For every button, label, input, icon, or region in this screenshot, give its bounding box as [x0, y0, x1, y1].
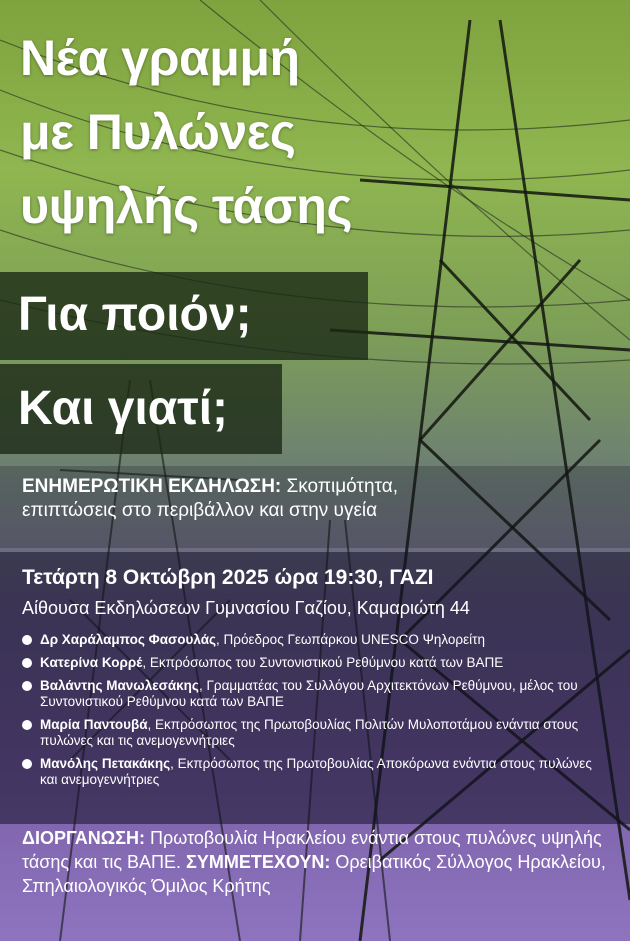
question-1: Για ποιόν;	[18, 288, 252, 341]
speaker-name: Βαλάντης Μανωλεσάκης	[40, 678, 199, 693]
question-band-1	[0, 272, 368, 360]
organizers-label: ΔΙΟΡΓΑΝΩΣΗ:	[22, 828, 146, 848]
speaker-item	[22, 717, 612, 749]
event-description-1: Σκοπιμότητα,	[286, 476, 399, 497]
speakers-list	[22, 632, 612, 795]
event-type-label: ΕΝΗΜΕΡΩΤΙΚΗ ΕΚΔΗΛΩΣΗ:	[22, 476, 282, 497]
organizers	[22, 826, 612, 898]
speaker-name: Κατερίνα Κορρέ	[40, 655, 143, 670]
speaker-item	[22, 756, 612, 788]
event-datetime: Τετάρτη 8 Οκτώβρη 2025 ώρα 19:30, ΓΑΖΙ	[22, 566, 434, 589]
question-band-2	[0, 364, 282, 454]
participants-label: ΣΥΜΜΕΤΕΧΟΥΝ:	[181, 852, 331, 872]
title-line-2: με Πυλώνες	[20, 104, 296, 160]
organizers-text: Πρωτοβουλία Ηρακλείου ενάντια στους πυλώνες υψηλής τάσης και τις ΒΑΠΕ.	[22, 828, 602, 872]
speaker-name: Μανόλης Πετακάκης	[40, 756, 171, 771]
speaker-role: , Πρόεδρος Γεωπάρκου UNESCO Ψηλορείτη	[216, 632, 485, 647]
event-venue: Αίθουσα Εκδηλώσεων Γυμνασίου Γαζίου, Καμαριώτη 44	[22, 598, 470, 618]
speaker-role: , Εκπρόσωπος της Πρωτοβουλίας Αποκόρωνα ενάντια στους πυλώνες και ανεμογεννήτριες	[40, 756, 592, 787]
speaker-item	[22, 655, 612, 671]
speaker-item	[22, 678, 612, 710]
participants-text: Ορειβατικός Σύλλογος Ηρακλείου, Σπηλαιολογικός Όμιλος Κρήτης	[22, 852, 606, 896]
event-subtitle	[22, 475, 622, 523]
speaker-role: , Εκπρόσωπος του Συντονιστικού Ρεθύμνου κατά των ΒΑΠΕ	[142, 655, 504, 670]
question-2: Και γιατί;	[18, 382, 229, 435]
speaker-role: , Εκπρόσωπος της Πρωτοβουλίας Πολιτών Μυλοποτάμου ενάντια στους πυλώνες και τις ανεμογεννήτριες	[40, 717, 579, 748]
bullet-icon	[22, 720, 32, 730]
speaker-role: , Γραμματέας του Συλλόγου Αρχιτεκτόνων Ρεθύμνου, μέλος του Συντονιστικού Ρεθύμνου κατά των ΒΑΠΕ	[40, 678, 578, 709]
speaker-name: Μαρία Παντουβά	[40, 717, 148, 732]
bullet-icon	[22, 681, 32, 691]
speaker-name: Δρ Χαράλαμπος Φασουλάς	[40, 632, 217, 647]
bullet-icon	[22, 759, 32, 769]
bullet-icon	[22, 635, 32, 645]
bullet-icon	[22, 658, 32, 668]
event-description-2: επιπτώσεις στο περιβάλλον και στην υγεία	[22, 500, 378, 521]
title-line-1: Νέα γραμμή	[20, 30, 300, 86]
speaker-item	[22, 632, 612, 648]
title-line-3: υψηλής τάσης	[20, 178, 352, 234]
